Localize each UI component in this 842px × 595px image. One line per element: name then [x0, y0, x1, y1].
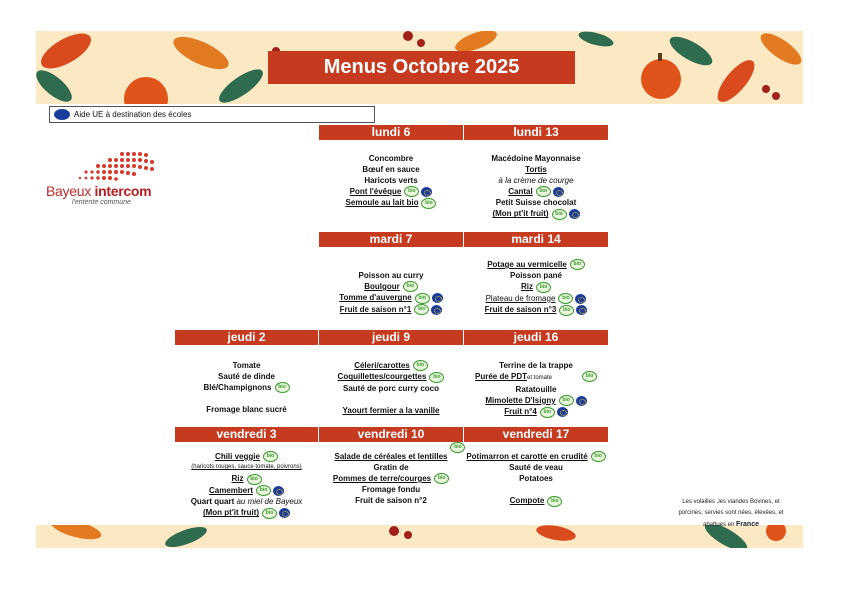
menu-item: Fruit de saison n°3 bio	[464, 304, 608, 315]
logo-tagline: l'entente commune	[72, 199, 131, 206]
bio-label-icon: bio	[403, 281, 418, 292]
day-header-lundi-6: lundi 6	[319, 125, 463, 140]
menu-item: Poisson au curry	[358, 271, 424, 280]
day-header-mardi-14: mardi 14	[464, 232, 608, 247]
menu-item: Riz bio	[464, 281, 608, 292]
eu-label-icon	[576, 305, 587, 315]
day-header-mardi-7: mardi 7	[319, 232, 463, 247]
menu-item: à la crème de courge	[498, 176, 574, 185]
eu-label-icon	[279, 508, 290, 518]
day-header-jeudi-2: jeudi 2	[175, 330, 318, 345]
menu-item: Chili veggie bio	[175, 451, 318, 462]
menu-item: Yaourt fermier a la vanille	[342, 405, 440, 415]
menu-item: Coquillettes/courgettes bio	[319, 371, 463, 382]
menu-item: Compote bio	[464, 495, 608, 506]
menu-item: Petit Suisse chocolat	[495, 198, 577, 208]
day-header-vendredi-3: vendredi 3	[175, 427, 318, 442]
day-header-vendredi-17: vendredi 17	[464, 427, 608, 442]
eu-label-icon	[553, 187, 564, 197]
eu-label-icon	[273, 486, 284, 496]
bio-label-icon: bio	[414, 304, 429, 315]
menu-spacer	[175, 393, 318, 404]
menu-item: Semoule au lait bio bio	[319, 197, 463, 208]
menu-item: (Mon pt'it fruit) bio	[464, 208, 608, 219]
bio-label-icon: bio	[536, 186, 551, 197]
menu-item: Terrine de la trappe	[499, 361, 573, 370]
menu-item: Potatoes	[519, 474, 553, 484]
menu-item: Bœuf en sauce	[362, 165, 420, 174]
bio-label-icon: bio	[547, 496, 562, 507]
bio-label-icon: bio	[540, 407, 555, 418]
bio-label-icon: bio	[559, 305, 574, 316]
eu-label-icon	[569, 209, 580, 219]
bio-label-icon: bio	[429, 372, 444, 383]
menu-item: Fruit de saison n°2	[355, 496, 427, 506]
bio-label-icon: bio	[415, 293, 430, 304]
menu-item: Haricots verts	[364, 176, 418, 185]
menu-mardi-7	[319, 270, 463, 315]
bio-label-icon: bio	[263, 451, 278, 462]
menu-item: (haricots rouges, sauce tomate, poivrons)	[191, 464, 302, 471]
menu-item: Fromage blanc sucré	[206, 405, 287, 415]
eu-aid-text: Aide UE à destination des écoles	[74, 110, 192, 119]
menu-item: Macédoine Mayonnaise	[491, 154, 581, 163]
menu-item: Cantal bio	[464, 186, 608, 197]
bayeux-intercom-logo	[46, 150, 171, 210]
eu-label-icon	[557, 407, 568, 417]
eu-label-icon	[575, 294, 586, 304]
menu-item: Céleri/carottes bio	[319, 360, 463, 371]
menu-item: Quart quart au miel de Bayeux	[190, 497, 303, 507]
bio-label-icon: bio	[552, 209, 567, 220]
bio-label-icon: bio	[434, 473, 449, 484]
menu-item: Fruit de saison n°1 bio	[319, 304, 463, 315]
menu-item: Poisson pané	[509, 271, 562, 281]
menu-item: Gratin de	[373, 463, 409, 472]
menu-spacer	[319, 394, 463, 405]
bio-label-icon: bio	[413, 360, 428, 371]
eu-label-icon	[432, 293, 443, 303]
logo-dots-icon	[72, 150, 162, 184]
menu-jeudi-2	[175, 360, 318, 415]
menu-item: Concombre	[368, 154, 414, 163]
menu-vendredi-10	[319, 444, 463, 506]
bio-label-icon: bio	[404, 186, 419, 197]
menu-jeudi-16	[464, 360, 608, 418]
bio-label-icon: bio	[570, 259, 585, 270]
menu-item: Camembert bio	[175, 485, 318, 496]
day-header-jeudi-9: jeudi 9	[319, 330, 463, 345]
menu-item: (Mon pt'it fruit) bio	[175, 507, 318, 518]
menu-item: Salade de céréales et lentilles bio	[319, 451, 463, 462]
day-header-jeudi-16: jeudi 16	[464, 330, 608, 345]
day-header-vendredi-10: vendredi 10	[319, 427, 463, 442]
eu-label-icon	[431, 305, 442, 315]
menu-item: Sauté de veau	[509, 463, 563, 473]
eu-flag-icon	[54, 109, 70, 120]
bio-label-icon: bio	[256, 485, 271, 496]
eu-label-icon	[421, 187, 432, 197]
menu-item: Fruit n°4 bio	[464, 406, 608, 417]
menu-item: Plateau de fromage bio	[464, 293, 608, 304]
menu-item: Tomate	[232, 361, 261, 370]
menu-item: Potimarron et carotte en crudité bio	[464, 451, 608, 462]
bio-label-icon: bio	[559, 395, 574, 406]
bio-label-icon: bio	[421, 198, 436, 209]
bio-label-icon: bio	[558, 293, 573, 304]
menu-item: Riz bio	[175, 473, 318, 484]
menu-item: Potage au vermicelle bio	[464, 259, 608, 270]
menu-item: Purée de PDTet tomate bio	[464, 371, 608, 384]
bio-label-icon: bio	[247, 474, 262, 485]
menu-item: Sauté de dinde	[218, 372, 275, 381]
bio-label-icon: bio	[450, 442, 465, 453]
bio-label-icon: bio	[275, 382, 290, 393]
eu-label-icon	[576, 396, 587, 406]
bio-label-icon: bio	[582, 371, 597, 382]
menu-item: Tortis	[525, 165, 547, 174]
bio-label-icon: bio	[536, 282, 551, 293]
menu-item: Fromage fondu	[361, 485, 421, 495]
menu-spacer	[464, 484, 608, 495]
meat-origin-note: Les volailles ,les viandes Bovines, et porcines, servies sont nées, élevées, et abattues en France	[678, 499, 784, 528]
menu-vendredi-3	[175, 451, 318, 519]
menu-item: Blé/Champignons bio	[175, 382, 318, 393]
bio-label-icon: bio	[591, 451, 606, 462]
page-title: Menus Octobre 2025	[268, 51, 575, 84]
bio-label-icon: bio	[262, 508, 277, 519]
logo-name: Bayeux intercom	[46, 183, 152, 199]
menu-item: Tomme d'auvergne bio	[319, 292, 463, 303]
menu-lundi-13	[464, 153, 608, 220]
menu-jeudi-9	[319, 360, 463, 416]
menu-item: Mimolette D'Isigny bio	[464, 395, 608, 406]
menu-item: Pont l'évêque bio	[319, 186, 463, 197]
menu-lundi-6	[319, 153, 463, 209]
menu-item: Pommes de terre/courges bio	[319, 473, 463, 484]
menu-item: Sauté de porc curry coco	[342, 383, 440, 393]
menu-vendredi-17	[464, 451, 608, 507]
day-header-lundi-13: lundi 13	[464, 125, 608, 140]
menu-item: Ratatouille	[515, 385, 557, 394]
eu-aid-notice	[49, 106, 375, 123]
menu-mardi-14	[464, 259, 608, 316]
menu-item: Boulgour bio	[319, 281, 463, 292]
